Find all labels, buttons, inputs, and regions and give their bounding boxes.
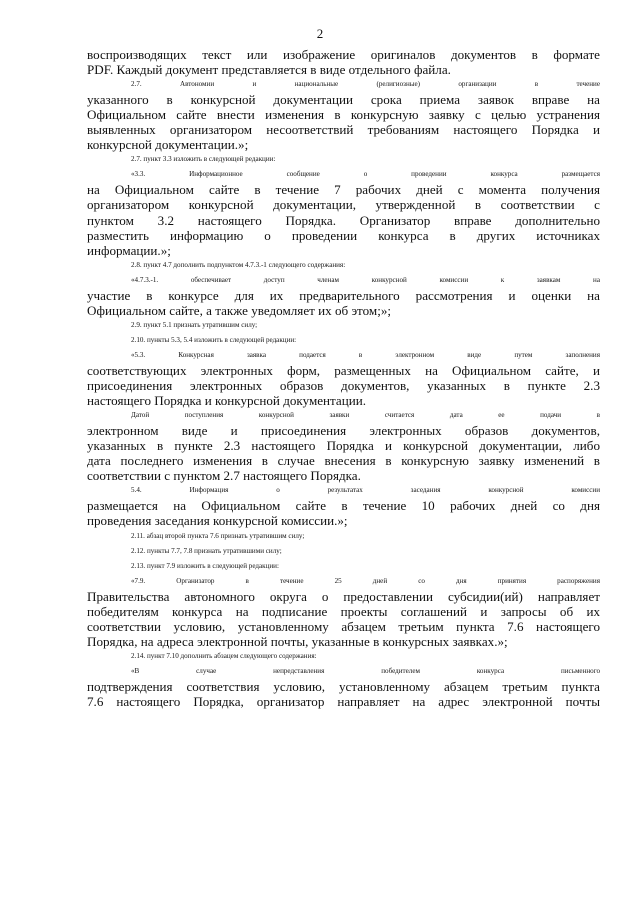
text-line: 2.7. Автономии и национальные (религиозные) организации в течение <box>131 80 600 89</box>
text-line: размещается на Официальном сайте в течение 10 рабочих дней со дня <box>87 498 600 514</box>
text-line: 2.12. пункты 7.7, 7.8 признать утратившими силу; <box>131 546 282 555</box>
text-line: Порядка, на адреса электронной почты, указанные в конкурсных заявках.»; <box>87 633 508 649</box>
text-line: воспроизводящих текст или изображение оригиналов документов в формате <box>87 47 600 62</box>
text-line: Датой поступления конкурсной заявки считается дата ее подачи в <box>131 411 600 420</box>
text-line: подтверждения соответствия условию, установленному абзацем третьим пункта <box>87 678 600 694</box>
text-line: электронном виде и присоединения электронных образов документов, <box>87 423 600 439</box>
text-line: дата последнего изменения в случае внесения в конкурсную заявку изменений в <box>87 453 600 469</box>
text-line: «3.3. Информационное сообщение о проведении конкурса размещается <box>131 170 600 179</box>
text-line: указанных в пункте 2.3 настоящего Порядка и конкурсной документации, либо <box>87 438 600 454</box>
text-line: присоединения электронных образов документов, указанных в пункте 2.3 <box>87 378 600 394</box>
text-line: 2.7. пункт 3.3 изложить в следующей редакции: <box>131 155 276 164</box>
text-line: проведения заседания конкурсной комиссии.»; <box>87 513 348 529</box>
text-line: настоящего Порядка и конкурсной документации. <box>87 393 367 409</box>
text-line: 7.6 настоящего Порядка, организатор направляет на адрес электронной почты <box>87 694 600 710</box>
text-line: победителям конкурса на подписание проекты соглашений и запросы об их <box>87 603 600 619</box>
text-line: разместить информацию о проведении конкурса в других источниках <box>87 227 600 243</box>
text-line: PDF. Каждый документ представляется в виде отдельного файла. <box>87 62 451 78</box>
text-line: 5.4. Информация о результатах заседания конкурсной комиссии <box>131 486 600 495</box>
page-number: 2 <box>316 26 324 41</box>
text-line: «4.7.3.-1. обеспечивает доступ членам конкурсной комиссии к заявкам на <box>131 275 600 284</box>
text-line: «5.3. Конкурсная заявка подается в электронном виде путем заполнения <box>131 350 600 359</box>
text-line: «В случае непредставления победителем конкурса письменного <box>131 666 600 675</box>
text-line: пунктом 3.2 настоящего Порядка. Организатор вправе дополнительно <box>87 212 600 228</box>
text-line: 2.10. пункты 5.3, 5.4 изложить в следующей редакции: <box>131 335 297 344</box>
text-line: участие в конкурсе для их предварительного рассмотрения и оценки на <box>87 287 600 303</box>
text-line: 2.13. пункт 7.9 изложить в следующей редакции: <box>131 561 279 570</box>
document-body <box>87 47 600 709</box>
text-line: Правительства автономного округа о предоставлении субсидии(ий) направляет <box>87 588 600 604</box>
text-line: Официальном сайте, а также уведомляет их об этом;»; <box>87 302 392 318</box>
text-line: 2.9. пункт 5.1 признать утратившим силу; <box>131 320 258 329</box>
text-line: соответствии с пунктом 2.7 настоящего Порядка. <box>87 468 361 484</box>
text-line: «7.9. Организатор в течение 25 дней со дня принятия распоряжения <box>131 576 600 585</box>
text-line: Официальном сайте внести изменения в конкурсную заявку с целью устранения <box>87 107 600 123</box>
text-line: информации.»; <box>87 242 171 258</box>
text-line: 2.11. абзац второй пункта 7.6 признать утратившим силу; <box>131 531 305 540</box>
text-line: на Официальном сайте в течение 7 рабочих дней с момента получения <box>87 182 600 198</box>
text-line: 2.8. пункт 4.7 дополнить подпунктом 4.7.3.-1 следующего содержания: <box>131 260 346 269</box>
text-line: организатором конкурсной документации, утвержденной в соответствии с <box>87 197 600 213</box>
text-line: указанного в конкурсной документации срока приема заявок вправе на <box>87 92 600 108</box>
text-line: 2.14. пункт 7.10 дополнить абзацем следующего содержания: <box>131 651 317 660</box>
text-line: конкурсной документации.»; <box>87 137 249 153</box>
text-line: соответствии условию, установленному абзацем третьим пункта 7.6 настоящего <box>87 618 600 634</box>
text-line: выявленных организатором несоответствий требованиям настоящего Порядка и <box>87 122 600 138</box>
text-line: соответствующих электронных форм, размещенных на Официальном сайте, и <box>87 362 600 378</box>
